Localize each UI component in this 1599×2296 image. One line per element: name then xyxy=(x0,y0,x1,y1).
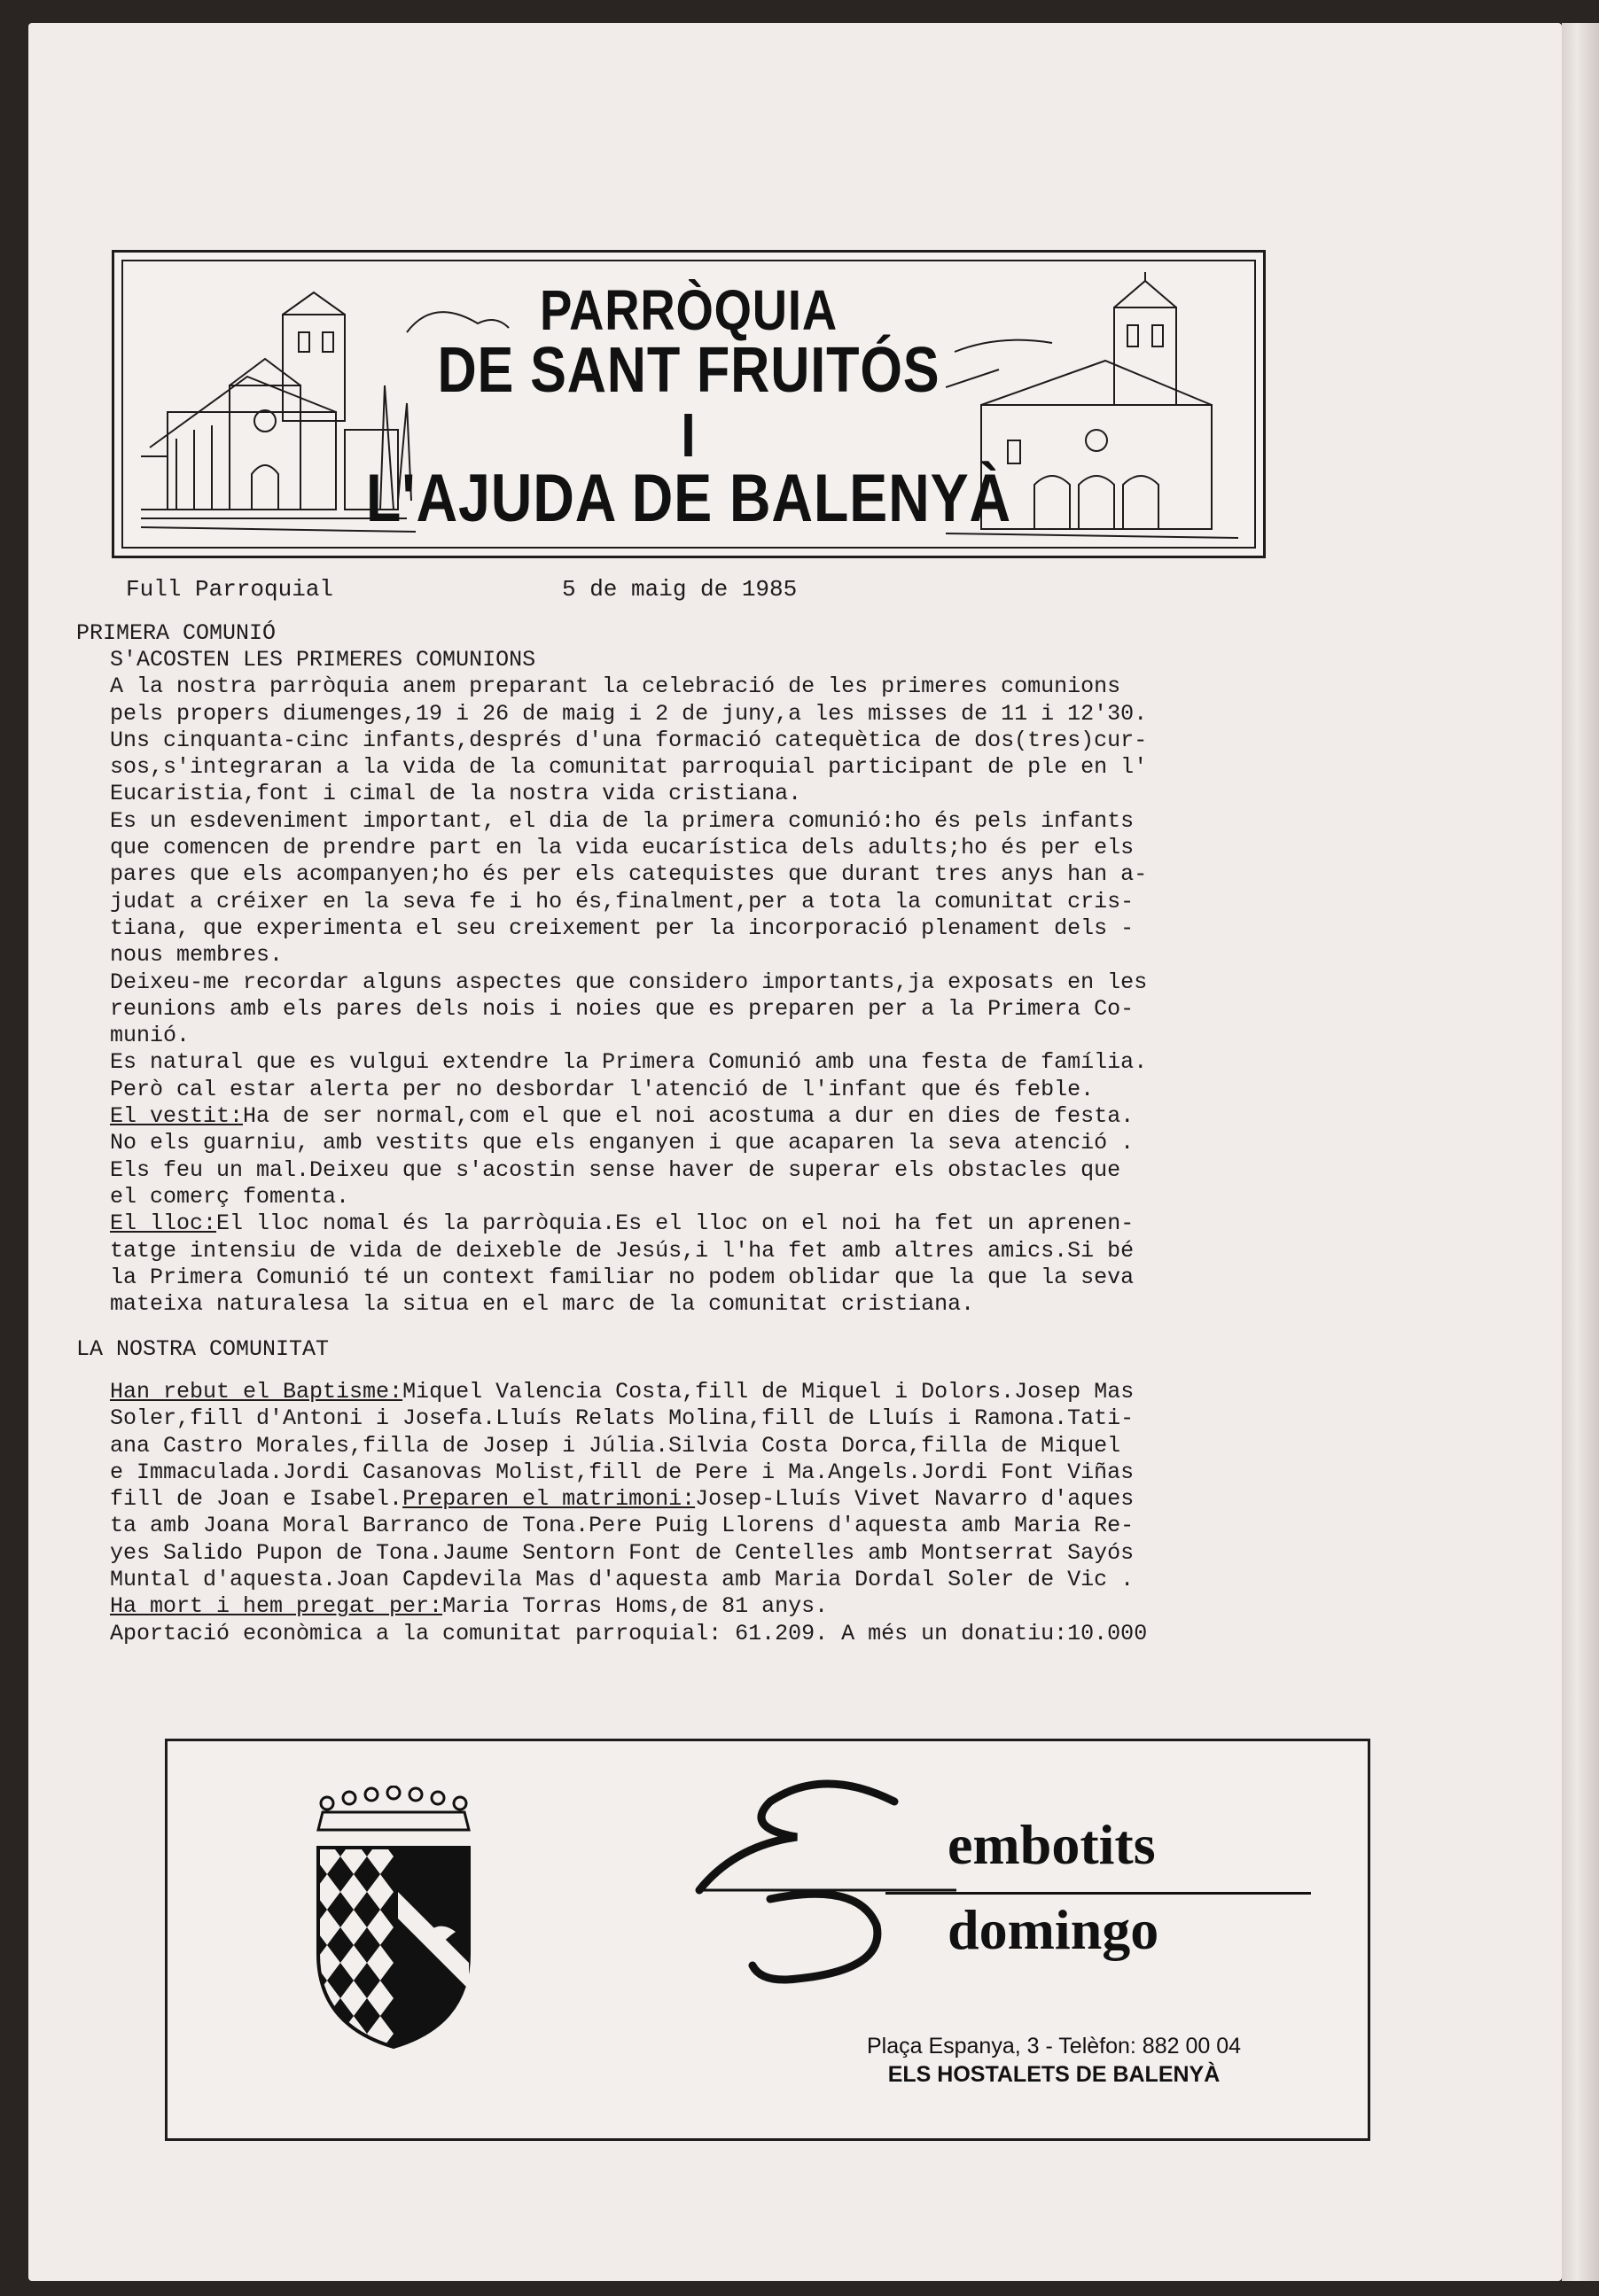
article-line xyxy=(110,1593,1386,1620)
article-line: judat a créixer en la seva fe i ho és,finalment,per a tota la comunitat cris- xyxy=(110,888,1135,915)
brand-name-line-2: domingo xyxy=(948,1898,1159,1961)
article-line: Es natural que es vulgui extendre la Primera Comunió amb una festa de família. xyxy=(110,1049,1148,1076)
article-line xyxy=(110,1210,1386,1237)
advert-address: Plaça Espanya, 3 - Telèfon: 882 00 04 xyxy=(866,2034,1242,2059)
article-line: pares que els acompanyen;ho és per els catequistes que durant tres anys han a- xyxy=(110,861,1148,888)
comunitat-article xyxy=(110,1379,1386,1647)
article-line: el comerç fomenta. xyxy=(110,1183,350,1210)
article-line: ta amb Joana Moral Barranco de Tona.Pere Puig Llorens d'aquesta amb Maria Re- xyxy=(110,1513,1135,1539)
article-subheading: S'ACOSTEN LES PRIMERES COMUNIONS xyxy=(110,647,536,673)
article-line: Eucaristia,font i cimal de la nostra vida cristiana. xyxy=(110,781,802,807)
advertisement-box xyxy=(165,1739,1370,2141)
brand-name-line-1: embotits xyxy=(948,1813,1156,1876)
article-line xyxy=(110,1486,1386,1513)
article-line: yes Salido Pupon de Tona.Jaume Sentorn Font de Centelles amb Montserrat Sayós xyxy=(110,1539,1135,1566)
article-line: Deixeu-me recordar alguns aspectes que considero importants,ja exposats en les xyxy=(110,969,1148,995)
publication-date: 5 de maig de 1985 xyxy=(562,576,798,603)
article-line: tatge intensiu de vida de deixeble de Jesús,i l'ha fet amb altres amics.Si bé xyxy=(110,1237,1135,1264)
publication-name: Full Parroquial xyxy=(126,576,334,603)
article-line xyxy=(110,1103,1386,1130)
article-line: e Immaculada.Jordi Casanovas Molist,fill de Pere i Ma.Angels.Jordi Font Viñas xyxy=(110,1459,1135,1485)
article-line: Soler,fill d'Antoni i Josefa.Lluís Relats Molina,fill de Lluís i Ramona.Tati- xyxy=(110,1405,1135,1432)
article-line: nous membres. xyxy=(110,942,284,969)
advert-town: ELS HOSTALETS DE BALENYÀ xyxy=(887,2062,1221,2087)
header-title-line-2: DE SANT FRUITÓS xyxy=(437,335,940,406)
lloc-label: El lloc: xyxy=(110,1210,217,1237)
brand-divider xyxy=(885,1892,1311,1895)
article-line: la Primera Comunió té un context familiar no podem oblidar que la que la seva xyxy=(110,1264,1135,1290)
primera-comunio-article xyxy=(110,647,1386,1318)
article-line: A la nostra parròquia anem preparant la celebració de les primeres comunions xyxy=(110,673,1121,700)
article-line: Es un esdeveniment important, el dia de la primera comunió:ho és pels infants xyxy=(110,807,1135,834)
baptisme-text: Miquel Valencia Costa,fill de Miquel i Dolors.Josep Mas xyxy=(402,1379,1135,1405)
article-line: Uns cinquanta-cinc infants,després d'una formació catequètica de dos(tres)cur- xyxy=(110,727,1148,753)
header-inner-frame xyxy=(121,260,1256,549)
article-line: sos,s'integraran a la vida de la comunitat parroquial participant de ple en l' xyxy=(110,754,1148,781)
matrimoni-text: Josep-Lluís Vivet Navarro d'aques xyxy=(695,1486,1135,1513)
section-heading-comunitat: LA NOSTRA COMUNITAT xyxy=(76,1336,330,1362)
coat-of-arms-icon xyxy=(300,1786,487,2051)
article-line: que comencen de prendre part en la vida eucarística dels adults;ho és per els xyxy=(110,835,1135,861)
mort-text: Maria Torras Homs,de 81 anys. xyxy=(442,1593,829,1620)
article-line: Però cal estar alerta per no desbordar l'atenció de l'infant que és feble. xyxy=(110,1076,1095,1102)
article-line: ana Castro Morales,filla de Josep i Júlia.Silvia Costa Dorca,filla de Miquel xyxy=(110,1432,1121,1459)
article-line: No els guarniu, amb vestits que els enganyen i que acaparen la seva atenció . xyxy=(110,1130,1135,1156)
article-line: Els feu un mal.Deixeu que s'acostin sense haver de superar els obstacles que xyxy=(110,1156,1121,1183)
matrimoni-label: Preparen el matrimoni: xyxy=(402,1486,696,1513)
page-edge xyxy=(1562,23,1599,2281)
article-line xyxy=(110,1379,1386,1405)
lloc-text: El lloc nomal és la parròquia.Es el lloc on el noi ha fet un aprenen- xyxy=(216,1210,1135,1237)
article-line: Muntal d'aquesta.Joan Capdevila Mas d'aquesta amb Maria Dordal Soler de Vic . xyxy=(110,1567,1135,1593)
mort-label: Ha mort i hem pregat per: xyxy=(110,1593,443,1620)
header-title-line-4: L'AJUDA DE BALENYÀ xyxy=(365,461,1012,536)
vestit-label: El vestit: xyxy=(110,1103,244,1130)
section-heading-primera-comunio: PRIMERA COMUNIÓ xyxy=(76,620,277,646)
baptisme-label: Han rebut el Baptisme: xyxy=(110,1379,403,1405)
header-title-line-1: PARRÒQUIA xyxy=(539,278,838,342)
article-line: reunions amb els pares dels nois i noies que es preparen per a la Primera Co- xyxy=(110,995,1135,1022)
baptisme-text-end: fill de Joan e Isabel. xyxy=(110,1486,403,1513)
article-line: Aportació econòmica a la comunitat parroquial: 61.209. A més un donatiu:10.000 xyxy=(110,1620,1148,1646)
header-title-line-3: I xyxy=(681,401,697,470)
article-line: pels propers diumenges,19 i 26 de maig i 2 de juny,a les misses de 11 i 12'30. xyxy=(110,700,1148,727)
article-line: munió. xyxy=(110,1023,191,1049)
article-line: tiana, que experimenta el seu creixement per la incorporació plenament dels - xyxy=(110,915,1135,941)
embotits-domingo-logo-icon xyxy=(664,1766,965,1988)
article-line: mateixa naturalesa la situa en el marc de la comunitat cristiana. xyxy=(110,1291,975,1318)
parish-header-banner xyxy=(112,250,1266,558)
vestit-text: Ha de ser normal,com el que el noi acostuma a dur en dies de festa. xyxy=(243,1103,1135,1130)
